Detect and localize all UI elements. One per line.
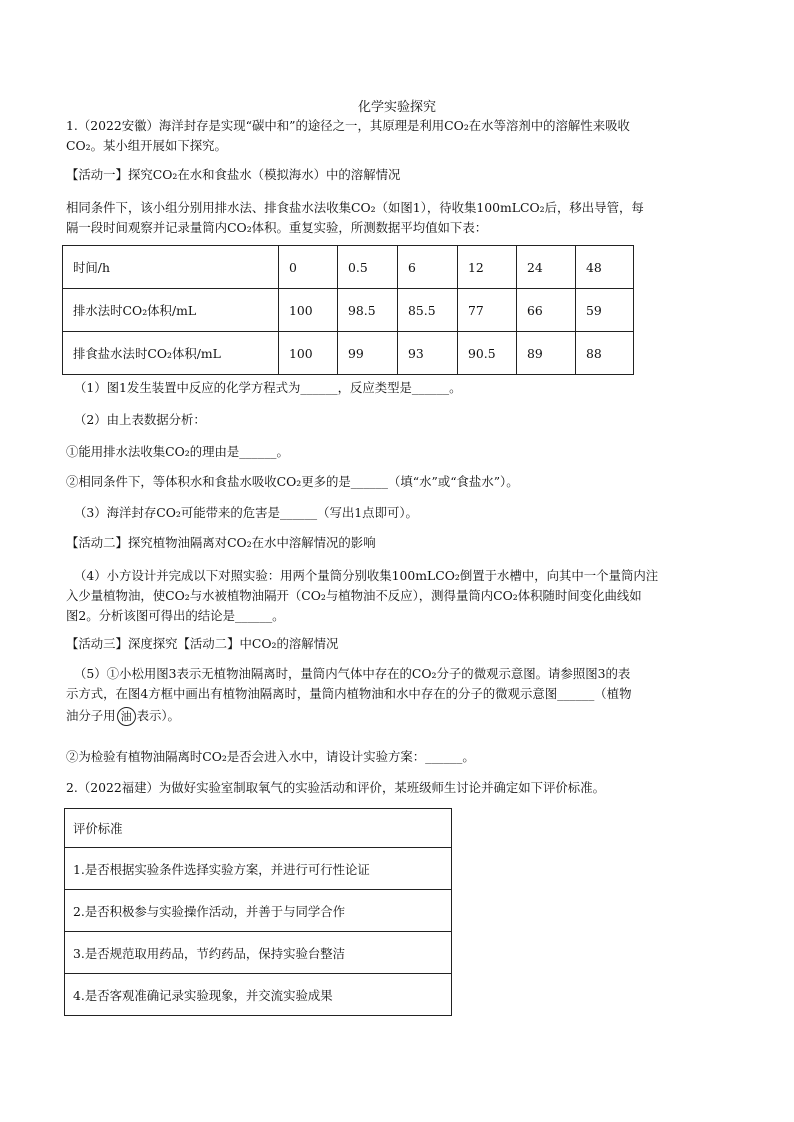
table-cell: 24 [517, 246, 576, 289]
table-cell: 98.5 [338, 289, 398, 332]
activity1-heading: 【活动一】探究CO₂在水和食盐水（模拟海水）中的溶解情况 [66, 167, 401, 182]
table-row [63, 332, 634, 375]
question-1-part-2b: ②相同条件下，等体积水和食盐水吸收CO₂更多的是______（填“水”或“食盐水”）。 [66, 474, 519, 489]
table-row [63, 289, 634, 332]
table-row [65, 974, 452, 1016]
q1-desc-line1: 相同条件下，该小组分别用排水法、排食盐水法收集CO₂（如图1），待收集100mLCO₂后，移出导管，每 [66, 200, 644, 215]
table-cell: 88 [576, 332, 634, 375]
table-cell: 2.是否积极参与实验操作活动，并善于与同学合作 [65, 890, 452, 932]
activity3-heading: 【活动三】深度探究【活动二】中CO₂的溶解情况 [66, 636, 339, 651]
table-row [65, 890, 452, 932]
table-cell: 89 [517, 332, 576, 375]
table-cell: 77 [458, 289, 517, 332]
question-1-part-3: （3）海洋封存CO₂可能带来的危害是______（写出1点即可）。 [74, 505, 418, 520]
table-cell: 0.5 [338, 246, 398, 289]
table-cell: 100 [279, 332, 338, 375]
table-cell: 93 [398, 332, 458, 375]
question-1-part-1: （1）图1发生装置中反应的化学方程式为______，反应类型是______。 [74, 380, 462, 395]
table-cell: 59 [576, 289, 634, 332]
q1-intro-line2: CO₂。某小组开展如下探究。 [66, 138, 227, 153]
table-cell: 0 [279, 246, 338, 289]
table-row [65, 809, 452, 848]
table-cell: 12 [458, 246, 517, 289]
question-1-part-4-line1: （4）小方设计并完成以下对照实验：用两个量筒分别收集100mLCO₂倒置于水槽中，向其中一个量筒内注 [74, 568, 659, 583]
co2-volume-table [62, 245, 634, 375]
table-cell: 90.5 [458, 332, 517, 375]
table-cell: 3.是否规范取用药品，节约药品，保持实验台整洁 [65, 932, 452, 974]
page-title: 化学实验探究 [357, 100, 436, 115]
question-1-part-5-line2: 示方式，在图4方框中画出有植物油隔离时，量筒内植物油和水中存在的分子的微观示意图______（植物 [66, 686, 632, 701]
table-cell: 100 [279, 289, 338, 332]
oil-note-suffix: 表示）。 [136, 708, 180, 723]
table-cell: 4.是否客观准确记录实验现象，并交流实验成果 [65, 974, 452, 1016]
table-cell: 1.是否根据实验条件选择实验方案，并进行可行性论证 [65, 848, 452, 890]
table-cell: 6 [398, 246, 458, 289]
table-header-cell: 评价标准 [65, 809, 452, 848]
oil-note-prefix: 油分子用 [66, 708, 116, 723]
table-cell: 排食盐水法时CO₂体积/mL [63, 332, 279, 375]
question-1-part-4-line2: 入少量植物油，使CO₂与水被植物油隔开（CO₂与植物油不反应），测得量筒内CO₂体积随时间变化曲线如 [66, 588, 642, 603]
question-1-part-5-line1: （5）①小松用图3表示无植物油隔离时，量筒内气体中存在的CO₂分子的微观示意图。请参照图3的表 [74, 666, 631, 681]
table-cell: 85.5 [398, 289, 458, 332]
table-cell: 66 [517, 289, 576, 332]
activity2-heading: 【活动二】探究植物油隔离对CO₂在水中溶解情况的影响 [66, 535, 376, 550]
question-1-part-5-line3 [66, 706, 180, 726]
question-1-part-4-line3: 图2。分析该图可得出的结论是______。 [66, 608, 285, 623]
q1-intro-line1: 1.（2022安徽）海洋封存是实现“碳中和”的途径之一，其原理是利用CO₂在水等溶剂中的溶解性来吸收 [66, 118, 630, 133]
question-1-part-5d: ②为检验有植物油隔离时CO₂是否会进入水中，请设计实验方案：______。 [66, 749, 475, 764]
table-cell: 99 [338, 332, 398, 375]
table-cell: 排水法时CO₂体积/mL [63, 289, 279, 332]
question-1-part-2a: ①能用排水法收集CO₂的理由是______。 [66, 444, 289, 459]
table-cell: 48 [576, 246, 634, 289]
table-row [63, 246, 634, 289]
table-cell: 时间/h [63, 246, 279, 289]
question-1-part-2: （2）由上表数据分析： [74, 412, 206, 427]
table-row [65, 932, 452, 974]
evaluation-criteria-table [64, 808, 452, 1016]
oil-molecule-symbol: 油 [117, 707, 136, 726]
table-row [65, 848, 452, 890]
q1-desc-line2: 隔一段时间观察并记录量筒内CO₂体积。重复实验，所测数据平均值如下表： [66, 220, 488, 235]
q2-intro: 2.（2022福建）为做好实验室制取氧气的实验活动和评价，某班级师生讨论并确定如下评价标准。 [66, 780, 605, 795]
